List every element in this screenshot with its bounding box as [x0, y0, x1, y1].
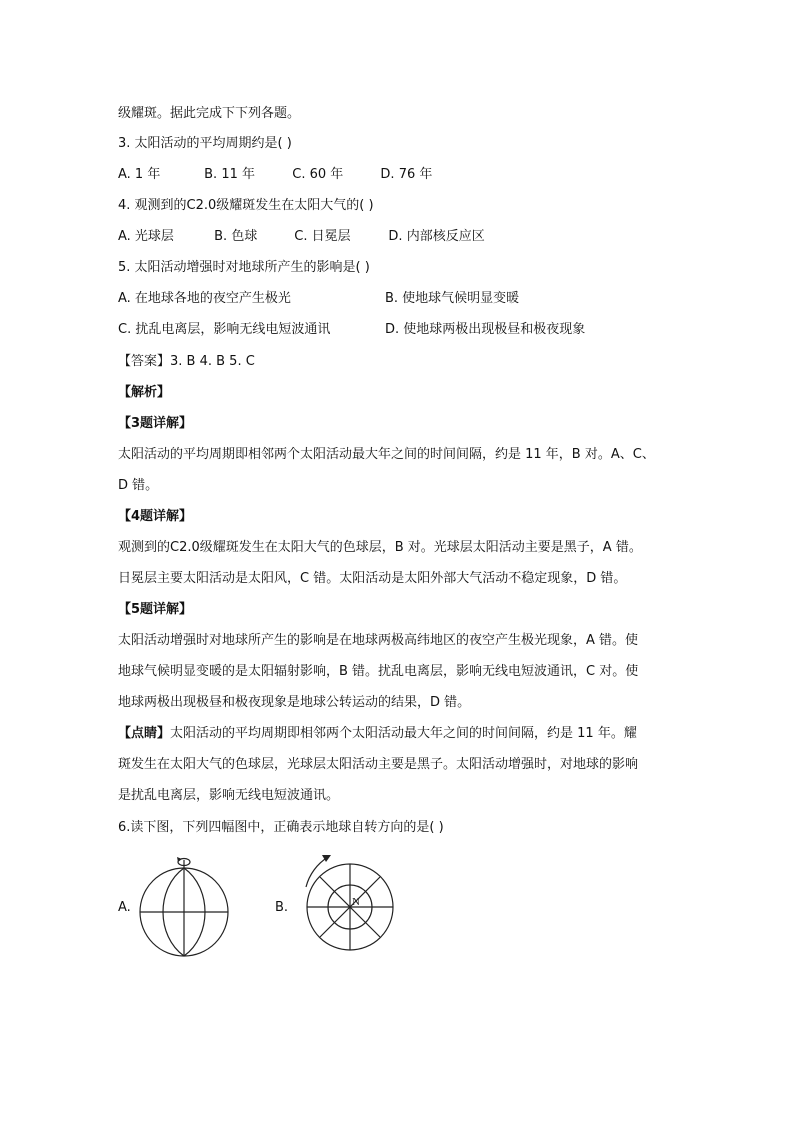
q4-stem: 4. 观测到的C2.0级耀斑发生在太阳大气的( ): [118, 198, 374, 213]
q3-detail-heading: 【3题详解】: [118, 416, 193, 431]
tip-label: 【点睛】: [118, 726, 171, 741]
figure-b-label: B.: [275, 900, 289, 915]
intro-tail-text: 级耀斑。据此完成下下列各题。: [118, 106, 301, 121]
tip-text: 太阳活动的平均周期即相邻两个太阳活动最大年之间的时间间隔，约是 11 年。耀: [170, 726, 637, 741]
q4-detail-line: 日冕层主要太阳活动是太阳风，C 错。太阳活动是太阳外部大气活动不稳定现象，D 错。: [118, 571, 627, 586]
figure-a-globe: [138, 850, 238, 960]
figure-a-label: A.: [118, 900, 131, 915]
q3-option-b: B. 11 年: [204, 167, 255, 182]
q6-stem: 6.读下图，下列四幅图中，正确表示地球自转方向的是( ): [118, 820, 444, 835]
q3-option-a: A. 1 年: [118, 167, 161, 182]
q5-detail-line: 地球两极出现极昼和极夜现象是地球公转运动的结果，D 错。: [118, 695, 471, 710]
q4-option-a: A. 光球层: [118, 229, 174, 244]
q5-detail-heading: 【5题详解】: [118, 602, 193, 617]
q4-option-d: D. 内部核反应区: [388, 229, 485, 244]
q3-option-c: C. 60 年: [292, 167, 344, 182]
q3-detail-line: 太阳活动的平均周期即相邻两个太阳活动最大年之间的时间间隔，约是 11 年，B 对。A、C、: [118, 447, 655, 462]
q3-option-d: D. 76 年: [380, 167, 433, 182]
q5-stem: 5. 太阳活动增强时对地球所产生的影响是( ): [118, 260, 370, 275]
pole-letter: N: [352, 896, 360, 908]
q4-detail-line: 观测到的C2.0级耀斑发生在太阳大气的色球层，B 对。光球层太阳活动主要是黑子，A 错。: [118, 540, 642, 555]
q3-detail-line: D 错。: [118, 478, 159, 493]
q4-option-c: C. 日冕层: [294, 229, 351, 244]
tip-line: 是扰乱电离层，影响无线电短波通讯。: [118, 788, 340, 803]
q3-options: [118, 165, 432, 185]
answer-line: 【答案】3. B 4. B 5. C: [118, 354, 255, 369]
q4-detail-heading: 【4题详解】: [118, 509, 193, 524]
q5-detail-line: 太阳活动增强时对地球所产生的影响是在地球两极高纬地区的夜空产生极光现象，A 错。使: [118, 633, 639, 648]
tip-line-1: [118, 724, 637, 744]
q5-option-a: A. 在地球各地的夜空产生极光: [118, 291, 291, 306]
tip-line: 斑发生在太阳大气的色球层，光球层太阳活动主要是黑子。太阳活动增强时，对地球的影响: [118, 757, 639, 772]
figure-b-polar-view: [300, 855, 400, 955]
q3-stem: 3. 太阳活动的平均周期约是( ): [118, 136, 292, 151]
q5-option-c: C. 扰乱电离层，影响无线电短波通讯: [118, 322, 331, 337]
analysis-label: 【解析】: [118, 385, 171, 400]
q5-option-b: B. 使地球气候明显变暖: [385, 291, 520, 306]
q5-option-d: D. 使地球两极出现极昼和极夜现象: [385, 322, 586, 337]
q5-detail-line: 地球气候明显变暖的是太阳辐射影响，B 错。扰乱电离层，影响无线电短波通讯，C 对。使: [118, 664, 639, 679]
q4-option-b: B. 色球: [214, 229, 258, 244]
q4-options: [118, 227, 485, 247]
